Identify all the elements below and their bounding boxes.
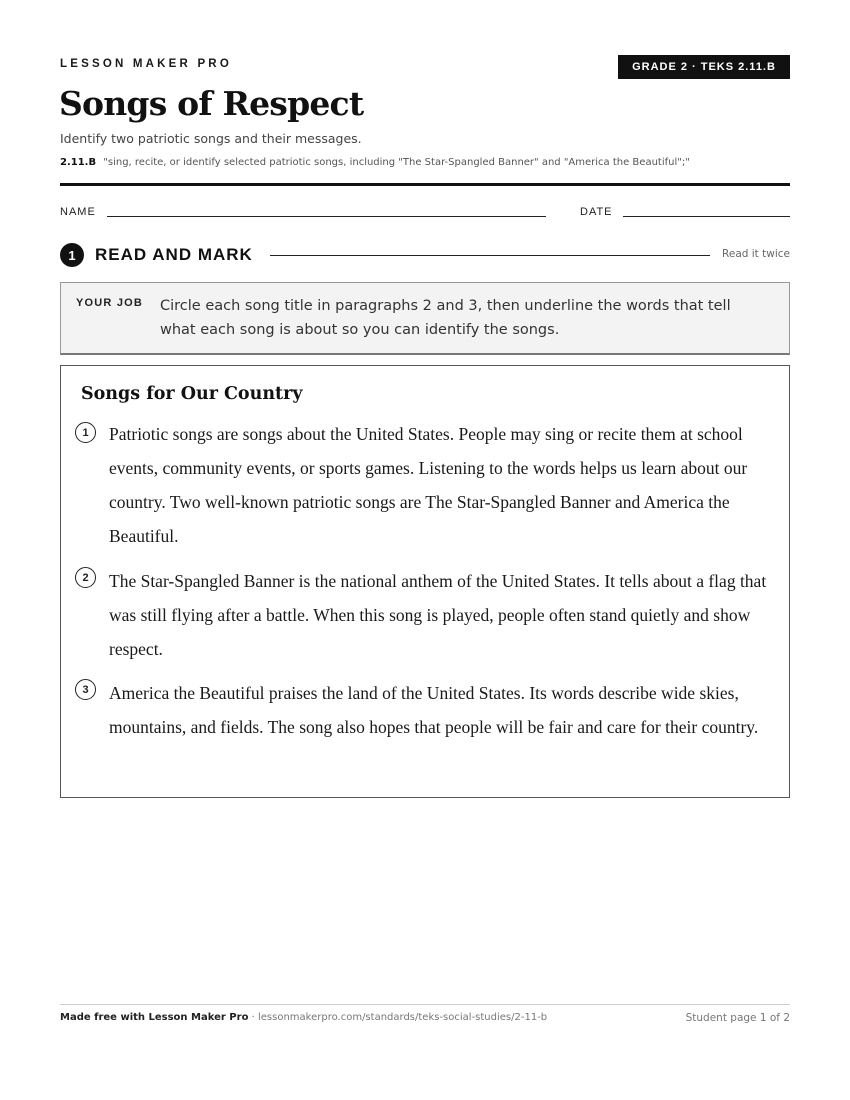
your-job-instructions: Circle each song title in paragraphs 2 and 3, then underline the words that tell what each song is about so you can identify the songs. <box>160 298 731 338</box>
name-label: NAME <box>60 206 96 218</box>
date-field[interactable] <box>623 216 790 217</box>
section-divider <box>270 255 710 256</box>
footer-divider <box>60 1004 790 1005</box>
standard-code: 2.11.B <box>60 157 97 168</box>
paragraph-number-2: 2 <box>75 567 96 588</box>
standard-text: "sing, recite, or identify selected patriotic songs, including "The Star-Spangled Banner" and "America the Beautiful";" <box>103 157 690 168</box>
paragraph-number-1: 1 <box>75 422 96 443</box>
footer-page-number: Student page 1 of 2 <box>685 1012 790 1024</box>
paragraph-number-3: 3 <box>75 679 96 700</box>
reading-passage <box>60 365 790 798</box>
section-note: Read it twice <box>722 248 790 260</box>
footer-made-with: Made free with Lesson Maker Pro <box>60 1012 249 1023</box>
standard-line <box>60 157 690 168</box>
section-title: READ AND MARK <box>95 245 253 264</box>
name-field[interactable] <box>107 216 546 217</box>
page-subtitle: Identify two patriotic songs and their messages. <box>60 131 362 146</box>
paragraph-1: Patriotic songs are songs about the United States. People may sing or recite them at school events, community events, or sports games. Listening to the words helps us learn about our country. Two well-known patriotic songs are The Star-Spangled Banner and America the Beautiful. <box>109 424 748 546</box>
footer-url[interactable]: · lessonmakerpro.com/standards/teks-social-studies/2-11-b <box>248 1012 548 1023</box>
header-divider <box>60 183 790 186</box>
date-label: DATE <box>580 206 613 218</box>
paragraph-2: The Star-Spangled Banner is the national anthem of the United States. It tells about a flag that was still flying after a battle. When this song is played, people often stand quietly and show respect. <box>109 571 767 659</box>
your-job-label: YOUR JOB <box>76 297 144 309</box>
page-title: Songs of Respect <box>59 84 364 123</box>
passage-title: Songs for Our Country <box>81 384 303 404</box>
footer-credit <box>60 1012 547 1023</box>
brand-name: LESSON MAKER PRO <box>60 58 232 70</box>
paragraph-3: America the Beautiful praises the land of the United States. Its words describe wide skies, mountains, and fields. The song also hopes that people will be fair and care for their country. <box>109 683 759 737</box>
your-job-box <box>60 282 790 355</box>
grade-badge: GRADE 2 · TEKS 2.11.B <box>618 55 790 79</box>
section-number-badge: 1 <box>60 243 84 267</box>
